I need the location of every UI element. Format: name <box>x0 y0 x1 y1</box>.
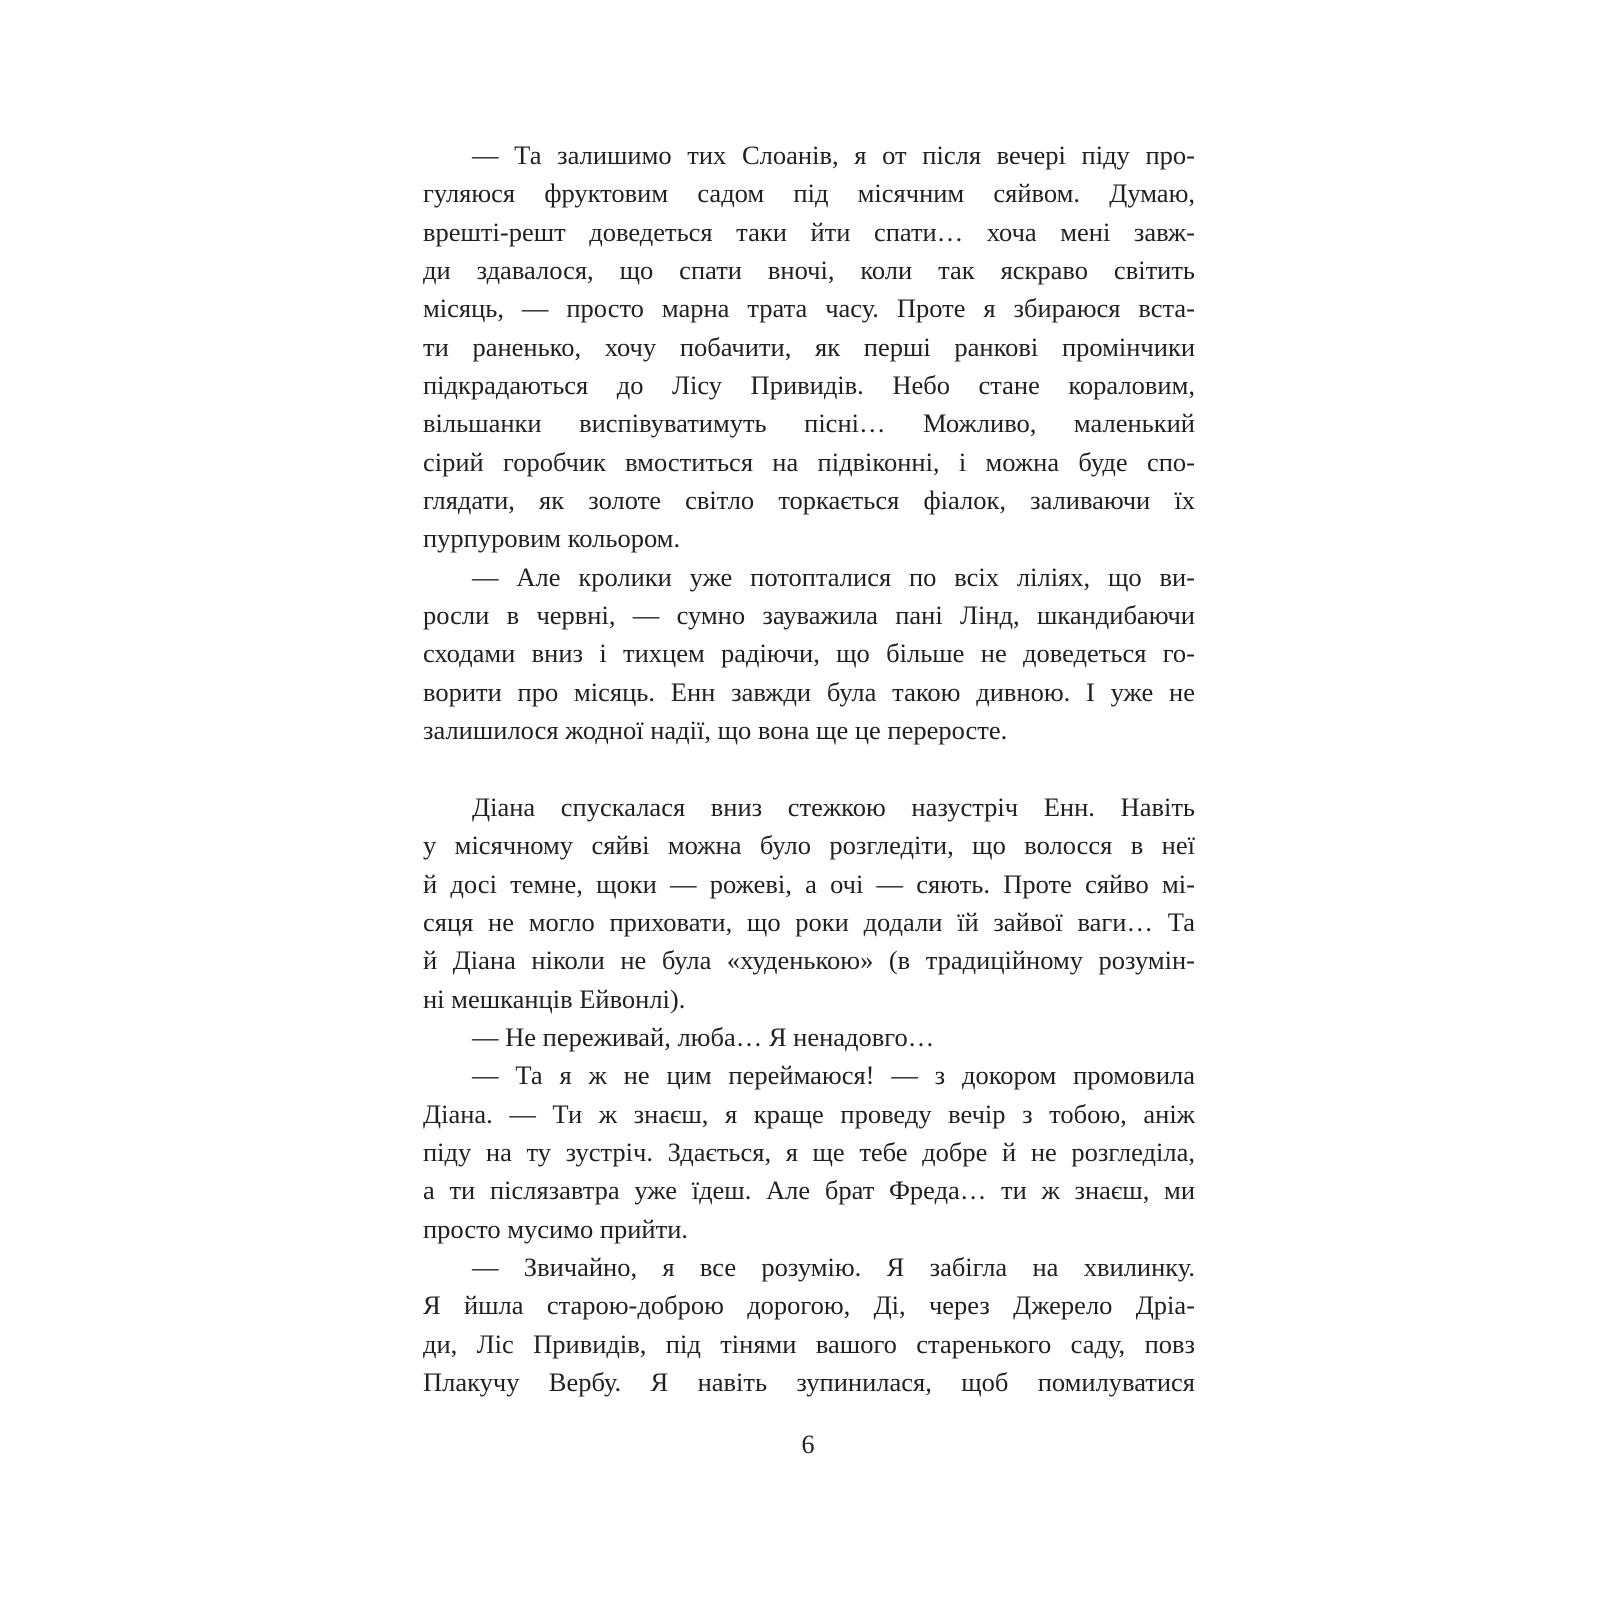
text-line: місяць, — просто марна трата часу. Проте я збираюся вста- <box>423 293 1195 324</box>
text-line: й Діана ніколи не була «худенькою» (в традиційному розумін- <box>423 945 1195 976</box>
text-line: глядати, як золоте світло торкається фіалок, заливаючи їх <box>423 485 1195 516</box>
paragraph <box>423 136 1195 558</box>
text-line: пурпуровим кольором. <box>423 523 681 554</box>
text-line: врешті-решт доведеться таки йти спати… хоча мені завж- <box>423 216 1195 247</box>
text-line: Діана спускалася вниз стежкою назустріч Енн. Навіть <box>472 791 1195 822</box>
text-line: просто мусимо прийти. <box>423 1213 688 1244</box>
text-line: сяця не могло приховати, що роки додали їй зайвої ваги… Та <box>423 906 1195 937</box>
section-break <box>423 750 1195 788</box>
text-line: — Але кролики уже потопталися по всіх ліліях, що ви- <box>472 561 1195 592</box>
text-line: Плакучу Вербу. Я навіть зупинилася, щоб помилуватися <box>423 1367 1195 1397</box>
text-line: гуляюся фруктовим садом під місячним сяйвом. Думаю, <box>423 178 1195 209</box>
page-number: 6 <box>801 1430 815 1459</box>
text-line: у місячному сяйві можна було розгледіти, що волосся в неї <box>423 830 1195 861</box>
text-line: росли в червні, — сумно зауважила пані Лінд, шкандибаючи <box>423 600 1195 631</box>
text-line: — Не переживай, люба… Я ненадовго… <box>472 1021 935 1052</box>
text-line: залишилося жодної надії, що вона ще це переросте. <box>423 715 1008 746</box>
text-line: підкрадаються до Лісу Привидів. Небо стане кораловим, <box>423 370 1195 401</box>
paragraph <box>423 558 1195 750</box>
paragraph <box>423 788 1195 1018</box>
text-line: ворити про місяць. Енн завжди була такою дивною. І уже не <box>423 676 1195 707</box>
body-text <box>423 136 1195 1401</box>
text-line: сходами вниз і тихцем радіючи, що більше не доведеться го- <box>423 638 1195 669</box>
text-line: сірий горобчик вмоститься на підвіконні, і можна буде спо- <box>423 446 1195 477</box>
paragraph <box>423 1018 1195 1056</box>
paragraph <box>423 1248 1195 1401</box>
text-line: вільшанки виспівуватимуть пісні… Можливо, маленький <box>423 408 1195 439</box>
text-line: Діана. — Ти ж знаєш, я краще проведу вечір з тобою, аніж <box>423 1098 1195 1129</box>
text-line: ди, Ліс Привидів, під тінями вашого старенького саду, повз <box>423 1328 1195 1359</box>
text-line: й досі темне, щоки — рожеві, а очі — сяють. Проте сяйво мі- <box>423 868 1195 899</box>
text-line: ні мешканців Ейвонлі). <box>423 983 686 1014</box>
text-line: — Та залишимо тих Слоанів, я от після вечері піду про- <box>472 140 1195 170</box>
text-line: а ти післязавтра уже їдеш. Але брат Фреда… ти ж знаєш, ми <box>423 1175 1195 1206</box>
paragraph <box>423 1056 1195 1248</box>
text-line: ти раненько, хочу побачити, як перші ранкові промінчики <box>423 331 1195 362</box>
text-line: — Та я ж не цим переймаюся! — з докором промовила <box>472 1060 1195 1091</box>
text-line: Я йшла старою-доброю дорогою, Ді, через Джерело Дріа- <box>423 1290 1195 1321</box>
text-line: — Звичайно, я все розумію. Я забігла на хвилинку. <box>472 1251 1195 1282</box>
text-line: ди здавалося, що спати вночі, коли так яскраво світить <box>423 255 1195 286</box>
text-line: піду на ту зустріч. Здається, я ще тебе добре й не розгледіла, <box>423 1136 1195 1167</box>
